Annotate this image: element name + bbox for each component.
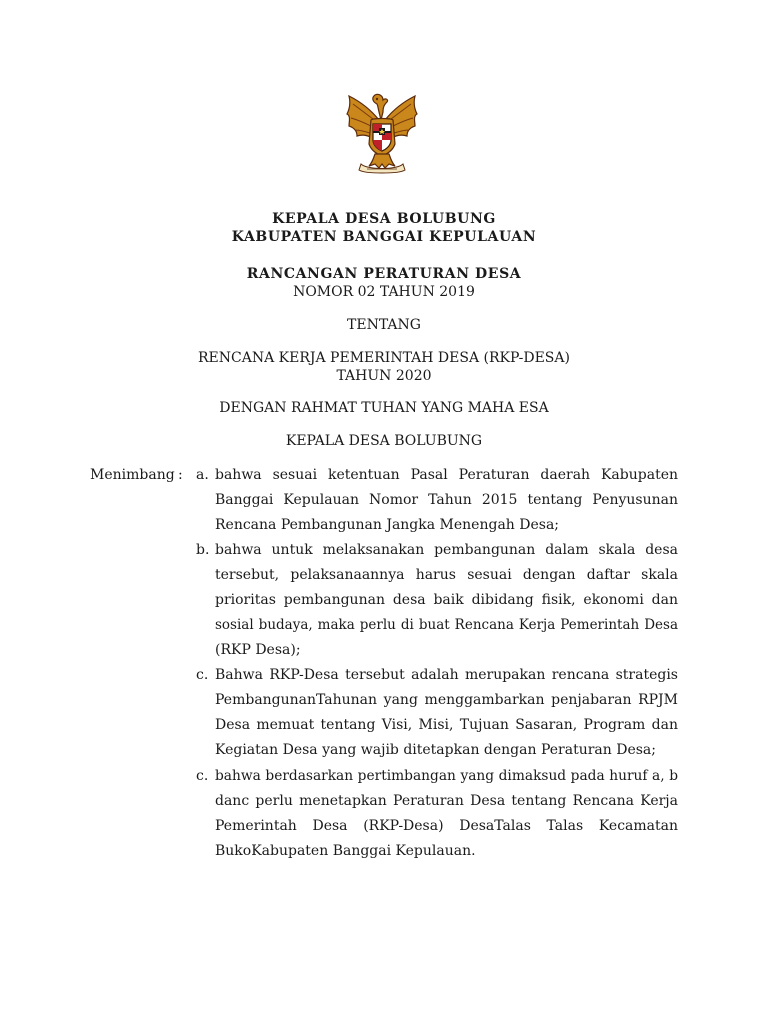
subject-line-2: TAHUN 2020 — [336, 368, 432, 384]
regency-title: KABUPATEN BANGGAI KEPULAUAN — [231, 229, 537, 245]
invocation: DENGAN RAHMAT TUHAN YANG MAHA ESA — [219, 400, 549, 416]
issuer-title: KEPALA DESA BOLUBUNG — [272, 211, 496, 227]
item-c2-line-4: BukoKabupaten Banggai Kepulauan. — [215, 843, 476, 859]
item-c1-line-4: Kegiatan Desa yang wajib ditetapkan dengan Peraturan Desa; — [215, 742, 656, 758]
item-c1-line-1: Bahwa RKP-Desa tersebut adalah merupakan rencana strategis — [215, 667, 678, 683]
menimbang-label: Menimbang — [90, 467, 175, 483]
item-letter-a: a. — [196, 467, 209, 483]
item-b-line-1: bahwa untuk melaksanakan pembangunan dalam skala desa — [215, 542, 678, 558]
item-b-line-2: tersebut, pelaksanaannya harus sesuai dengan daftar skala — [215, 567, 678, 583]
item-c1-line-2: PembangunanTahunan yang menggambarkan penjabaran RPJM — [215, 692, 678, 708]
item-a-line-1: bahwa sesuai ketentuan Pasal Peraturan daerah Kabupaten — [215, 467, 678, 483]
item-a-line-3: Rencana Pembangunan Jangka Menengah Desa; — [215, 517, 560, 533]
item-letter-c1: c. — [196, 667, 209, 683]
item-letter-c2: c. — [196, 768, 209, 784]
tentang-label: TENTANG — [347, 317, 421, 333]
item-c2-line-1: bahwa berdasarkan pertimbangan yang dimaksud pada huruf a, b — [215, 768, 678, 784]
subject-line-1: RENCANA KERJA PEMERINTAH DESA (RKP-DESA) — [198, 350, 570, 366]
item-a-line-2: Banggai Kepulauan Nomor Tahun 2015 tentang Penyusunan — [215, 492, 678, 508]
item-c1-line-3: Desa memuat tentang Visi, Misi, Tujuan Sasaran, Program dan — [215, 717, 678, 733]
menimbang-colon: : — [178, 467, 183, 483]
item-b-line-3: prioritas pembangunan desa baik dibidang fisik, ekonomi dan — [215, 592, 678, 608]
item-b-line-5: (RKP Desa); — [215, 642, 301, 658]
document-type: RANCANGAN PERATURAN DESA — [246, 266, 522, 282]
item-b-line-4: sosial budaya, maka perlu di buat Rencana Kerja Pemerintah Desa — [215, 617, 678, 633]
garuda-emblem-icon — [343, 90, 421, 176]
item-letter-b: b. — [196, 542, 210, 558]
item-c2-line-2: danc perlu menetapkan Peraturan Desa tentang Rencana Kerja — [215, 793, 678, 809]
document-number: NOMOR 02 TAHUN 2019 — [293, 284, 475, 300]
issuer-line: KEPALA DESA BOLUBUNG — [285, 433, 483, 449]
item-c2-line-3: Pemerintah Desa (RKP-Desa) DesaTalas Talas Kecamatan — [215, 818, 678, 834]
